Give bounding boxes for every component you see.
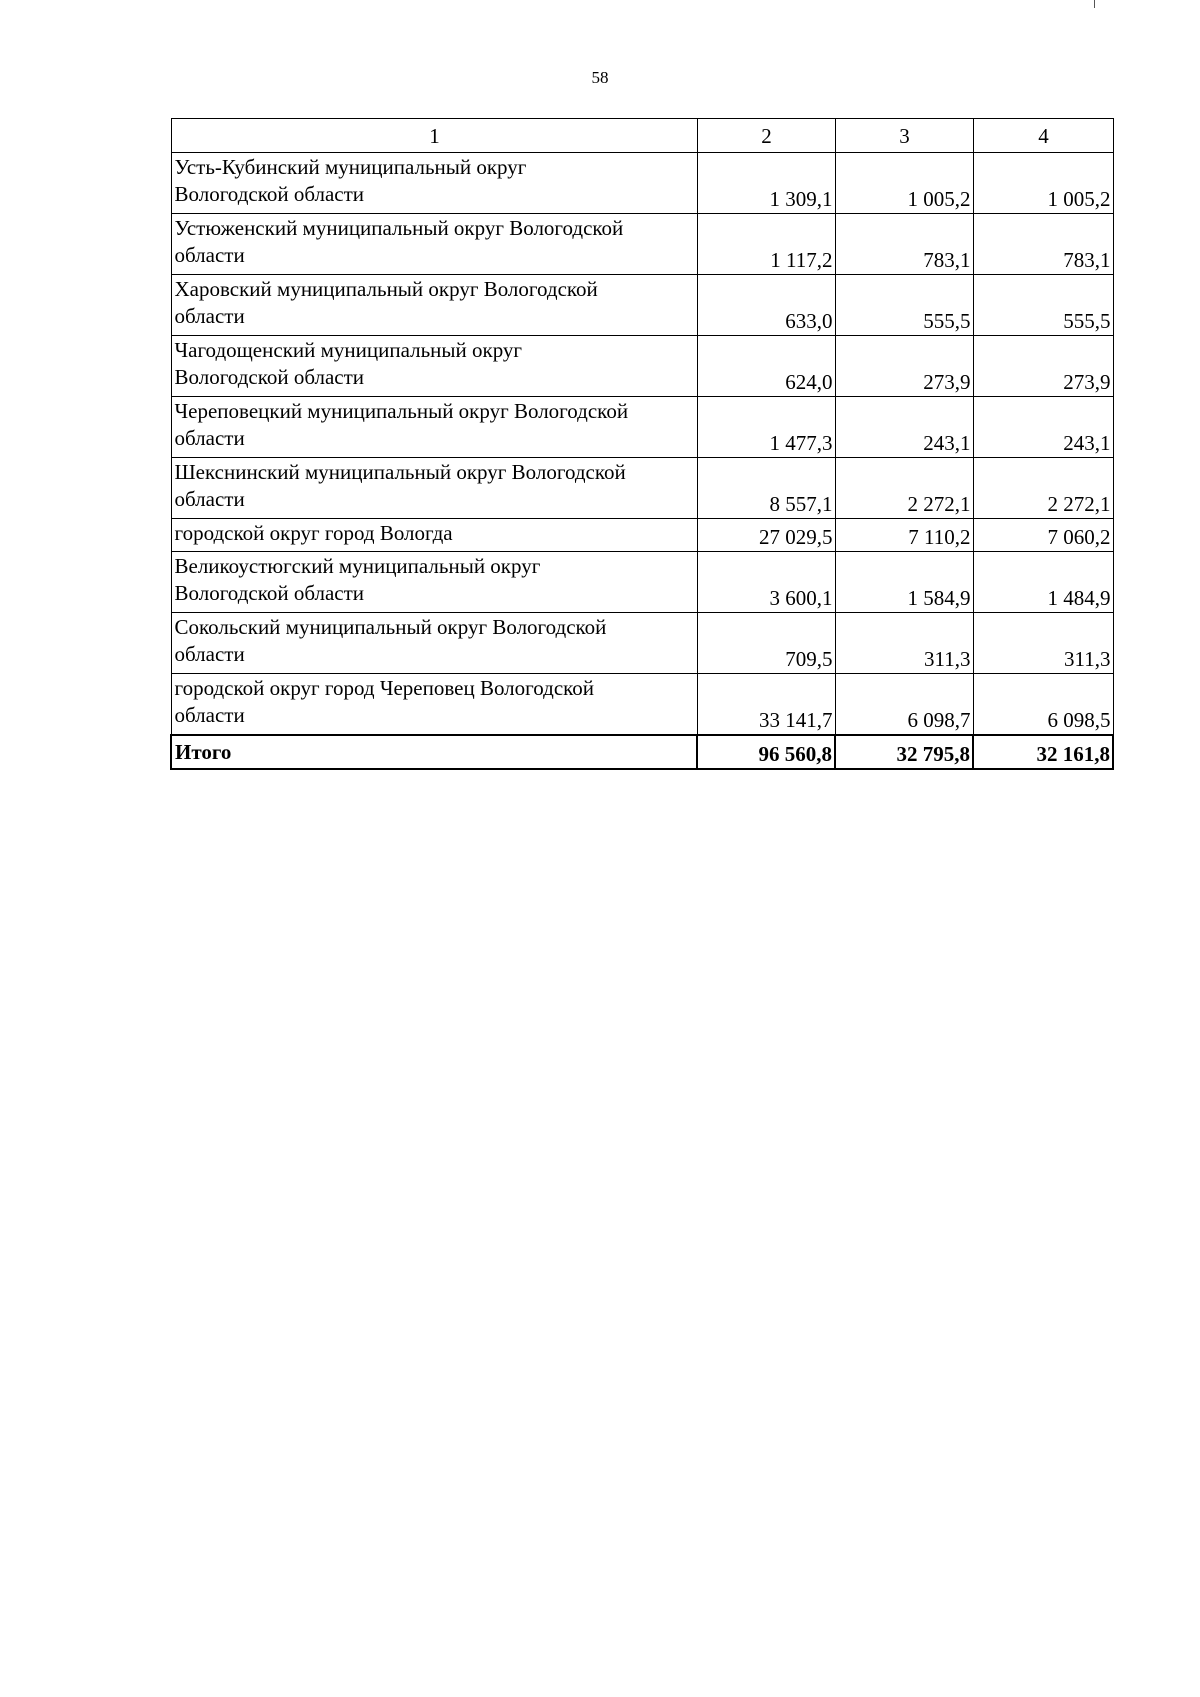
total-value-c4: 32 161,8 bbox=[973, 735, 1113, 769]
row-value-c3: 2 272,1 bbox=[835, 458, 973, 519]
row-name-line: Харовский муниципальный округ Вологодской bbox=[174, 277, 598, 301]
row-value-c3: 1 005,2 bbox=[835, 153, 973, 214]
row-value-c2: 1 117,2 bbox=[697, 214, 835, 275]
table-row bbox=[171, 275, 1113, 336]
row-value-c2: 633,0 bbox=[697, 275, 835, 336]
table-row bbox=[171, 397, 1113, 458]
column-header-3: 3 bbox=[835, 119, 973, 153]
row-value-c4: 243,1 bbox=[973, 397, 1113, 458]
total-value-c2: 96 560,8 bbox=[697, 735, 835, 769]
row-name-line: области bbox=[174, 426, 245, 450]
row-name-cell bbox=[171, 552, 697, 613]
row-value-c2: 1 309,1 bbox=[697, 153, 835, 214]
table-row bbox=[171, 552, 1113, 613]
row-name-cell bbox=[171, 275, 697, 336]
row-value-c3: 783,1 bbox=[835, 214, 973, 275]
row-name-cell bbox=[171, 336, 697, 397]
row-value-c3: 311,3 bbox=[835, 613, 973, 674]
row-value-c4: 311,3 bbox=[973, 613, 1113, 674]
table-body bbox=[171, 119, 1113, 770]
row-name-cell bbox=[171, 613, 697, 674]
column-header-1: 1 bbox=[171, 119, 697, 153]
row-value-c4: 2 272,1 bbox=[973, 458, 1113, 519]
row-name-cell bbox=[171, 214, 697, 275]
row-value-c3: 555,5 bbox=[835, 275, 973, 336]
row-name-cell bbox=[171, 519, 697, 552]
table-row bbox=[171, 674, 1113, 736]
table-header-row bbox=[171, 119, 1113, 153]
row-name-cell bbox=[171, 674, 697, 736]
row-name-line: Вологодской области bbox=[174, 365, 365, 389]
row-name-line: области bbox=[174, 304, 245, 328]
data-table bbox=[170, 118, 1114, 770]
row-value-c2: 624,0 bbox=[697, 336, 835, 397]
row-value-c3: 1 584,9 bbox=[835, 552, 973, 613]
row-name-line: Череповецкий муниципальный округ Вологодской bbox=[174, 399, 629, 423]
row-name-line: области bbox=[174, 243, 245, 267]
row-name-line: области bbox=[174, 642, 245, 666]
row-name-cell bbox=[171, 458, 697, 519]
row-value-c2: 8 557,1 bbox=[697, 458, 835, 519]
row-value-c4: 783,1 bbox=[973, 214, 1113, 275]
row-value-c2: 27 029,5 bbox=[697, 519, 835, 552]
table-row bbox=[171, 519, 1113, 552]
row-value-c3: 243,1 bbox=[835, 397, 973, 458]
row-name-cell bbox=[171, 397, 697, 458]
row-name-line: Чагодощенский муниципальный округ bbox=[174, 338, 523, 362]
total-label: Итого bbox=[171, 735, 697, 769]
row-value-c4: 1 005,2 bbox=[973, 153, 1113, 214]
row-name-line: Устюженский муниципальный округ Вологодской bbox=[174, 216, 624, 240]
table-row bbox=[171, 613, 1113, 674]
row-value-c4: 555,5 bbox=[973, 275, 1113, 336]
row-name-line: городской округ город Вологда bbox=[174, 521, 453, 545]
row-name-line: Вологодской области bbox=[174, 581, 365, 605]
column-header-2: 2 bbox=[697, 119, 835, 153]
row-value-c2: 33 141,7 bbox=[697, 674, 835, 736]
row-value-c2: 709,5 bbox=[697, 613, 835, 674]
row-value-c4: 7 060,2 bbox=[973, 519, 1113, 552]
row-value-c3: 273,9 bbox=[835, 336, 973, 397]
table-row bbox=[171, 336, 1113, 397]
total-row bbox=[171, 735, 1113, 769]
row-name-cell bbox=[171, 153, 697, 214]
page-number: 58 bbox=[591, 68, 609, 87]
table-row bbox=[171, 153, 1113, 214]
row-name-line: Великоустюгский муниципальный округ bbox=[174, 554, 541, 578]
table-row bbox=[171, 458, 1113, 519]
row-value-c3: 7 110,2 bbox=[835, 519, 973, 552]
row-value-c4: 1 484,9 bbox=[973, 552, 1113, 613]
row-value-c2: 3 600,1 bbox=[697, 552, 835, 613]
total-value-c3: 32 795,8 bbox=[835, 735, 973, 769]
row-name-line: Усть-Кубинский муниципальный округ bbox=[174, 155, 527, 179]
row-value-c3: 6 098,7 bbox=[835, 674, 973, 736]
row-value-c2: 1 477,3 bbox=[697, 397, 835, 458]
row-name-line: городской округ город Череповец Вологодской bbox=[174, 676, 595, 700]
row-name-line: Сокольский муниципальный округ Вологодской bbox=[174, 615, 607, 639]
row-name-line: Шекснинский муниципальный округ Вологодской bbox=[174, 460, 626, 484]
scan-edge-mark bbox=[1094, 0, 1095, 8]
row-value-c4: 6 098,5 bbox=[973, 674, 1113, 736]
column-header-4: 4 bbox=[973, 119, 1113, 153]
row-value-c4: 273,9 bbox=[973, 336, 1113, 397]
row-name-line: области bbox=[174, 703, 245, 727]
row-name-line: области bbox=[174, 487, 245, 511]
row-name-line: Вологодской области bbox=[174, 182, 365, 206]
table-row bbox=[171, 214, 1113, 275]
